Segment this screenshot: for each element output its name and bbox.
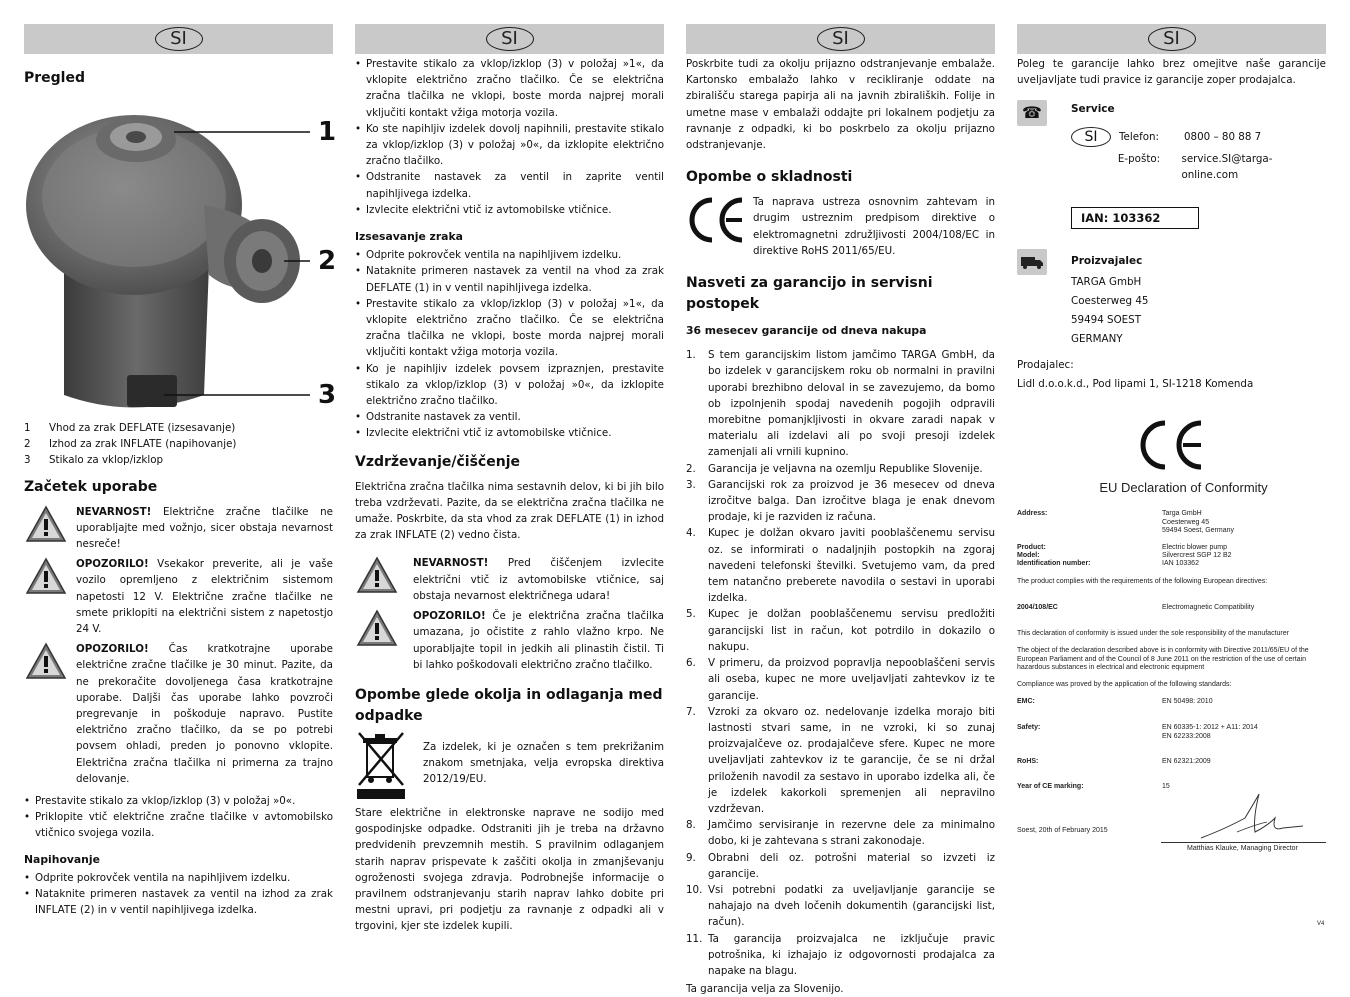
list-item: • Priklopite vtič električne zračne tlačilke v avtomobilsko vtičnico svojega vozila. bbox=[24, 809, 333, 841]
start-steps bbox=[24, 793, 333, 842]
seller-label: Prodajalec: bbox=[1017, 359, 1074, 372]
warning-triangle-icon bbox=[355, 555, 413, 597]
legend-number: 2 bbox=[24, 438, 31, 451]
version-mark: V4 bbox=[1317, 921, 1325, 927]
warning-label: OPOZORILO! bbox=[413, 610, 486, 623]
deflate-heading: Izsesavanje zraka bbox=[355, 230, 463, 244]
list-item: 5. Kupec je dolžan pooblaščenemu servisu predložiti garancijski list in račun, kot potrdilo in dokazilo o nakupu. bbox=[686, 608, 995, 653]
language-badge: SI bbox=[817, 27, 865, 51]
language-header-bar bbox=[686, 24, 995, 54]
list-item: • Odprite pokrovček ventila na napihljivem izdelku. bbox=[24, 870, 333, 886]
service-block bbox=[1017, 100, 1326, 183]
environment-heading: Opombe glede okolja in odlaganja med odpadke bbox=[355, 686, 663, 724]
email-value[interactable]: service.SI@targa-online.com bbox=[1181, 152, 1273, 181]
truck-icon bbox=[1017, 249, 1047, 275]
list-item: • Nataknite primeren nastavek za ventil na vhod za zrak DEFLATE (1) in v ventil napihljivega izdelka. bbox=[355, 263, 664, 295]
list-item: 11. Ta garancija proizvajalca ne izključuje pravic potrošnika, ki izhajajo iz odgovornosti prodajalca za napake na blagu. bbox=[686, 932, 995, 977]
identification-label: Identification number: bbox=[1017, 560, 1091, 567]
environment-text: Stare električne in elektronske naprave ne sodijo med gospodinjske odpadke. Odstraniti jih je treba na državno predvidenih prevzemnih mestih. S pravilnim odlaganjem starih naprav prispevate k zaščiti okolja in zmanjševanju ogroženosti svojega zdravja. Podrobnejše informacije o pravilnem odstranjevanju starih naprav lahko dobite pri mestni upravi, pri podjetju za ravnanje z odpadki ali v trgovini, kjer ste izdelek kupili. bbox=[355, 806, 664, 933]
warning-triangle-icon bbox=[24, 556, 76, 598]
list-item: • Odstranite nastavek za ventil in zaprite ventil napihljivega izdelka. bbox=[355, 169, 664, 201]
language-badge: SI bbox=[1148, 27, 1196, 51]
warranty-subheading: 36 mesecev garancije od dneva nakupa bbox=[686, 324, 927, 338]
warning-label: OPOZORILO! bbox=[76, 643, 149, 656]
callout-1: 1 bbox=[318, 117, 337, 147]
ce-notice bbox=[686, 194, 995, 259]
inflate-steps-continued bbox=[355, 56, 664, 218]
ce-mark-icon bbox=[686, 194, 753, 254]
model-value: Silvercrest SGP 12 B2 bbox=[1162, 552, 1232, 559]
language-badge: SI bbox=[155, 27, 203, 51]
manufacturer-address bbox=[1071, 273, 1148, 349]
list-item: 7. Vzroki za okvaro oz. nedelovanje izdelka morajo biti lastnosti stvari same, in ne vzroki, ki so zunaj proizvajalčeve oz. prodajalčeve sfere. Kupec ne more uveljavljati zahtevkov iz te garancije, če se ni držal priloženih navodil za sestavo in uporabo izdelka ali, če je izdelek kakorkoli spremenjen ali nepravilno vzdrževan. bbox=[686, 705, 995, 815]
list-item: 9. Obrabni deli oz. potrošni material so izvzeti iz garancije. bbox=[686, 851, 995, 880]
address-line: TARGA GmbH bbox=[1071, 276, 1142, 289]
product-label: Product: bbox=[1017, 544, 1046, 551]
packaging-text: Poskrbite tudi za okolju prijazno odstranjevanje embalaže. Kartonsko embalažo lahko v recikliranje oddate na zbirališču starega papirja ali na javnih zbiraliških. Folije in umetne mase v embalaži oddajte pri lokalnem podjetju za ravnanje z odpadki, ki bo poskrbelo za okolju prijazno odstranjevanje. bbox=[686, 58, 995, 152]
list-item: 3. Garancijski rok za proizvod je 36 mesecev od dneva izročitve balga. Dan izročitve blaga je enak dnevom prodaje, ki je razviden iz računa. bbox=[686, 478, 995, 524]
column-2 bbox=[355, 24, 664, 935]
legend-text: Izhod za zrak INFLATE (napihovanje) bbox=[49, 438, 237, 451]
callout-2: 2 bbox=[318, 246, 337, 276]
warning-text: Vsekakor preverite, ali je vaše vozilo opremljeno z električnim sistemom napetosti 12 V. Električne zračne tlačilke ne smete priklopiti na električni sistem z napetostjo 24 V. bbox=[76, 558, 333, 636]
list-item: • Ko je napihljiv izdelek povsem izpraznjen, prestavite stikalo za vklop/izklop (3) v položaj »0«, da izklopite električno zračno tlačilko. bbox=[355, 361, 664, 410]
warranty-heading: Nasveti za garancijo in servisni postopek bbox=[686, 275, 933, 313]
list-item: • Izvlecite električni vtič iz avtomobilske vtičnice. bbox=[355, 202, 664, 218]
warning-label: OPOZORILO! bbox=[76, 558, 149, 571]
warning-text: Če je električna zračna tlačilka umazana, jo očistite z rahlo vlažno krpo. Ne uporabljajte topil in jedkih ali plinastih čistil. Ti bi lahko poškodovali električno zračno tlačilko. bbox=[413, 610, 664, 671]
inflate-steps bbox=[24, 870, 333, 919]
ian-box: IAN: 103362 bbox=[1071, 207, 1199, 229]
warranty-terms bbox=[686, 347, 995, 979]
callout-3: 3 bbox=[318, 380, 337, 410]
rohs-value: EN 62321:2009 bbox=[1162, 758, 1211, 765]
standards-text: Compliance was proved by the application of the following standards: bbox=[1017, 681, 1232, 688]
legend-item bbox=[24, 452, 333, 468]
warning-text: Čas kratkotrajne uporabe električne zračne tlačilke je 30 minut. Pazite, da ne prekoračite dovoljenega časa kratkotrajne uporabe. Daljši čas uporabe lahko povzroči pregrevanje in poškoduje napravo. Pustite električno zračno tlačilko, da se po potrebi povsem ohladi, preden jo ponovno vklopite. Električna zračna tlačilka ni primerna za trajno delovanje. bbox=[76, 643, 333, 785]
telephone-icon: ☎ bbox=[1017, 100, 1047, 126]
warning-triangle-icon bbox=[355, 608, 413, 650]
address-line: GERMANY bbox=[1071, 333, 1123, 346]
overview-heading: Pregled bbox=[24, 70, 85, 86]
warning-label: NEVARNOST! bbox=[413, 557, 489, 570]
seller-address: Lidl d.o.o.k.d., Pod lipami 1, SI-1218 Komenda bbox=[1017, 378, 1254, 391]
product-figure bbox=[24, 95, 337, 425]
weee-notice bbox=[355, 729, 664, 801]
place-date: Soest, 20th of February 2015 bbox=[1017, 827, 1108, 834]
deflate-steps bbox=[355, 247, 664, 441]
list-item: • Prestavite stikalo za vklop/izklop (3) v položaj »0«. bbox=[24, 793, 333, 809]
address-value: Targa GmbH Coesterweg 45 59494 Soest, Germany bbox=[1162, 510, 1234, 534]
object-text: The object of the declaration described above is in conformity with Directive 2011/65/EU of the European Parliament and of the Council of 8 June 2011 on the restriction of the use of certain hazardous substances in electrical and electronic equipment bbox=[1017, 647, 1309, 671]
warranty-closing: Ta garancija velja za Slovenijo. bbox=[686, 983, 844, 996]
list-item: • Prestavite stikalo za vklop/izklop (3) v položaj »1«, da vklopite električno zračno tlačilko. Če se električna zračna tlačilka ne vklopi, boste morda najprej morali vključiti kontakt vžiga motorja vozila. bbox=[355, 56, 664, 121]
ce-mark-icon bbox=[1135, 420, 1207, 470]
legend-number: 3 bbox=[24, 454, 31, 467]
phone-label: Telefon: bbox=[1119, 130, 1159, 143]
danger-warning bbox=[24, 504, 333, 553]
caution-warning bbox=[24, 556, 333, 637]
language-badge-small: SI bbox=[1071, 127, 1111, 147]
caution-warning bbox=[24, 641, 333, 787]
responsibility-text: This declaration of conformity is issued under the sole responsibility of the manufacturer bbox=[1017, 630, 1289, 637]
list-item: 4. Kupec je dolžan okvaro javiti pooblaščenemu servisu oz. se informirati o nadaljnjih postopkih na zgoraj navedeni telefonski številki. Svetujemo vam, da pred tem natančno preberete navodila o sestavi in uporabi izdelka. bbox=[686, 527, 995, 605]
emc-value: EN 50498: 2010 bbox=[1162, 698, 1213, 705]
email-row bbox=[1071, 151, 1326, 183]
safety-value: EN 60335-1: 2012 + A11: 2014 EN 62233:2008 bbox=[1162, 724, 1258, 740]
weee-text: Za izdelek, ki je označen s tem prekrižanim znakom smetnjaka, velja evropska direktiva 2012/19/EU. bbox=[423, 740, 664, 786]
parts-legend bbox=[24, 420, 333, 469]
warning-text: Pred čiščenjem izvlecite električni vtič iz avtomobilske vtičnice, saj obstaja nevarnost električnega udara! bbox=[413, 557, 664, 602]
phone-row bbox=[1071, 127, 1326, 147]
declaration-title: EU Declaration of Conformity bbox=[1099, 480, 1268, 495]
caution-warning bbox=[355, 608, 664, 673]
warning-text: Električne zračne tlačilke ne uporabljajte med vožnjo, sicer obstaja nevarnost nesreče! bbox=[76, 505, 333, 551]
year-value: 15 bbox=[1162, 783, 1170, 790]
column-1 bbox=[24, 24, 337, 918]
language-badge: SI bbox=[486, 27, 534, 51]
model-label: Model: bbox=[1017, 552, 1040, 559]
legend-text: Stikalo za vklop/izklop bbox=[49, 454, 164, 467]
signature-image bbox=[1197, 788, 1307, 848]
warning-triangle-icon bbox=[24, 504, 76, 546]
list-item: • Odprite pokrovček ventila na napihljivem izdelku. bbox=[355, 247, 664, 263]
legend-text: Vhod za zrak DEFLATE (izsesavanje) bbox=[49, 422, 236, 434]
complies-text: The product complies with the requirements of the following European directives: bbox=[1017, 578, 1268, 585]
directive-code: 2004/108/EC bbox=[1017, 604, 1058, 611]
care-heading: Vzdrževanje/čiščenje bbox=[355, 453, 520, 470]
warning-triangle-icon bbox=[24, 641, 76, 683]
danger-warning bbox=[355, 555, 664, 604]
list-item: • Nataknite primeren nastavek za ventil na izhod za zrak INFLATE (2) in v ventil napihljivega izdelka. bbox=[24, 886, 333, 918]
list-item: 8. Jamčimo servisiranje in rezervne dele za minimalno dobo, ki je zahtevana s strani zakonodaje. bbox=[686, 819, 995, 848]
column-3 bbox=[686, 24, 995, 997]
language-header-bar bbox=[1017, 24, 1326, 54]
emc-label: EMC: bbox=[1017, 698, 1035, 705]
care-text: Električna zračna tlačilka nima sestavnih delov, ki bi jih bilo treba vzdrževati. Pazite, da se električna zračna tlačilka ne umaže. Poskrbite, da sta vhod za zrak DEFLATE (1) in izhod za zrak INFLATE (2) vedno čista. bbox=[355, 480, 664, 542]
email-label: E-pošto: bbox=[1117, 152, 1161, 165]
signatory: Matthias Klauke, Managing Director bbox=[1187, 845, 1298, 852]
eu-declaration-document bbox=[1017, 420, 1326, 930]
product-value: Electric blower pump bbox=[1162, 544, 1227, 551]
year-label: Year of CE marking: bbox=[1017, 783, 1084, 790]
list-item: 1. S tem garancijskim listom jamčimo TARGA GmbH, da bo izdelek v garancijskem roku ob normalni in pravilni uporabi brezhibno deloval in se zavezujemo, da bomo ob izpolnjenih spodaj navedenih pogojih odpravili morebitne pomanjkljivosti in okvare zaradi napak v materialu ali izdelavi ali po svoji presoji izdelek zamenjali ali vrnili kupnino. bbox=[686, 349, 995, 459]
service-title: Service bbox=[1071, 103, 1115, 116]
seller-rights-text: Poleg te garancije lahko brez omejitve naše garancije uveljavljate tudi pravice iz garancije zoper prodajalca. bbox=[1017, 58, 1326, 87]
list-item: 2. Garancija je veljavna na ozemlju Republike Slovenije. bbox=[686, 462, 983, 475]
rohs-label: RoHS: bbox=[1017, 758, 1039, 765]
ce-text: Ta naprava ustreza osnovnim zahtevam in drugim ustreznim predpisom direktive o elektromagnetni združljivosti 2004/108/EC in direktive RoHS 2011/65/EU. bbox=[753, 196, 995, 257]
start-heading: Začetek uporabe bbox=[24, 478, 158, 495]
conformity-heading: Opombe o skladnosti bbox=[686, 169, 853, 186]
legend-item bbox=[24, 436, 333, 452]
directive-name: Electromagnetic Compatibility bbox=[1162, 604, 1255, 611]
language-header-bar bbox=[355, 24, 664, 54]
list-item: 6. V primeru, da proizvod popravlja nepooblaščeni servis ali oseba, kupec ne more uveljavljati zahtevkov iz te garancije. bbox=[686, 657, 995, 702]
inflate-heading: Napihovanje bbox=[24, 852, 100, 866]
list-item: 10. Vsi potrebni podatki za uveljavljanje garancije se nahajajo na dveh ločenih dokumentih (garancijski list, račun). bbox=[686, 883, 995, 929]
phone-value: 0800 – 80 88 7 bbox=[1184, 130, 1262, 143]
warning-label: NEVARNOST! bbox=[76, 505, 152, 518]
address-line: Coesterweg 45 bbox=[1071, 295, 1149, 308]
list-item: • Ko ste napihljiv izdelek dovolj napihnili, prestavite stikalo za vklop/izklop (3) v položaj »0«, da izklopite električno zračno tlačilko. bbox=[355, 121, 664, 170]
language-header-bar bbox=[24, 24, 333, 54]
air-pump-illustration bbox=[24, 95, 333, 425]
manufacturer-block bbox=[1017, 249, 1326, 349]
legend-number: 1 bbox=[24, 422, 31, 434]
list-item: • Prestavite stikalo za vklop/izklop (3) v položaj »1«, da vklopite električno zračno tlačilko. Če se električna zračna tlačilka ne vklopi, boste morda najprej morali vključiti kontakt vžiga motorja vozila. bbox=[355, 296, 664, 361]
address-line: 59494 SOEST bbox=[1071, 314, 1142, 327]
crossed-bin-icon bbox=[355, 729, 423, 801]
safety-label: Safety: bbox=[1017, 724, 1041, 731]
column-4 bbox=[1017, 24, 1326, 393]
list-item: • Odstranite nastavek za ventil. bbox=[355, 409, 664, 425]
identification-value: IAN 103362 bbox=[1162, 560, 1199, 567]
address-label: Address: bbox=[1017, 510, 1048, 517]
manufacturer-title: Proizvajalec bbox=[1071, 255, 1143, 268]
list-item: • Izvlecite električni vtič iz avtomobilske vtičnice. bbox=[355, 425, 664, 441]
